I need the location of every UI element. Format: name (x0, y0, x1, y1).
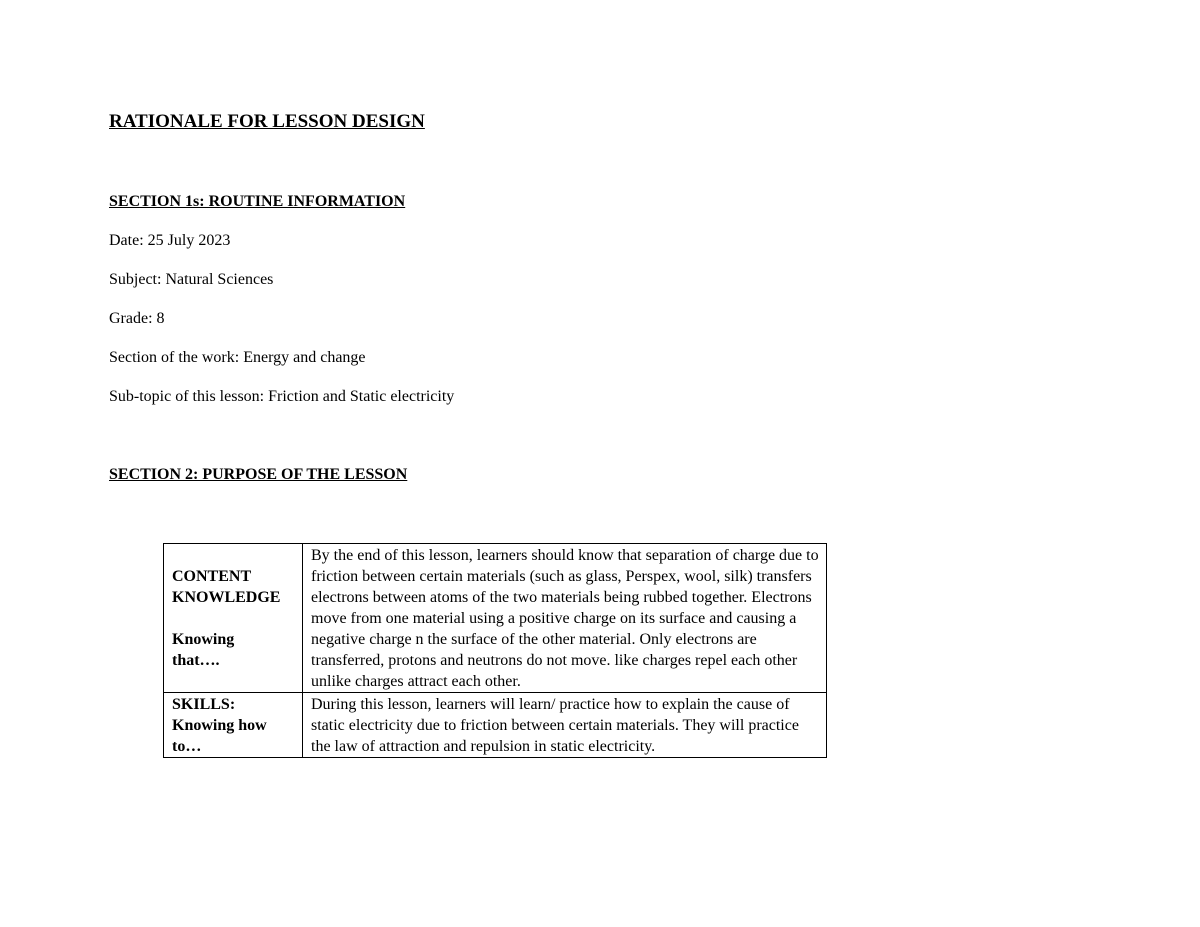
label-knowing-how: Knowing how (172, 717, 267, 734)
label-skills: SKILLS: (172, 696, 236, 713)
section1-heading: SECTION 1s: ROUTINE INFORMATION (109, 193, 406, 210)
section2-heading: SECTION 2: PURPOSE OF THE LESSON (109, 466, 408, 483)
field-sub-topic: Sub-topic of this lesson: Friction and Static electricity (109, 388, 455, 405)
document-title: RATIONALE FOR LESSON DESIGN (109, 111, 425, 132)
field-date: Date: 25 July 2023 (109, 232, 231, 249)
row-label-skills (164, 693, 303, 758)
label-to: to… (172, 738, 202, 755)
field-grade: Grade: 8 (109, 310, 165, 327)
table-row-content-knowledge (164, 544, 827, 693)
label-that: that…. (172, 652, 220, 669)
purpose-table (163, 543, 827, 758)
label-knowing: Knowing (172, 631, 235, 648)
row-content-knowledge-text: By the end of this lesson, learners should know that separation of charge due to friction between certain materials (such as glass, Perspex, wool, silk) transfers electrons between atoms of the two materials being rubbed together. Electrons move from one material using a positive charge on its surface and causing a negative charge n the surface of the other material. Only electrons are transferred, protons and neutrons do not move. like charges repel each other unlike charges attract each other. (303, 544, 827, 693)
field-subject: Subject: Natural Sciences (109, 271, 274, 288)
label-knowledge: KNOWLEDGE (172, 589, 281, 606)
label-content: CONTENT (172, 568, 252, 585)
field-section-of-work: Section of the work: Energy and change (109, 349, 366, 366)
row-skills-text: During this lesson, learners will learn/ practice how to explain the cause of static electricity due to friction between certain materials. They will practice the law of attraction and repulsion in static electricity. (303, 693, 827, 758)
table-row-skills (164, 693, 827, 758)
row-label-content-knowledge (164, 544, 303, 693)
